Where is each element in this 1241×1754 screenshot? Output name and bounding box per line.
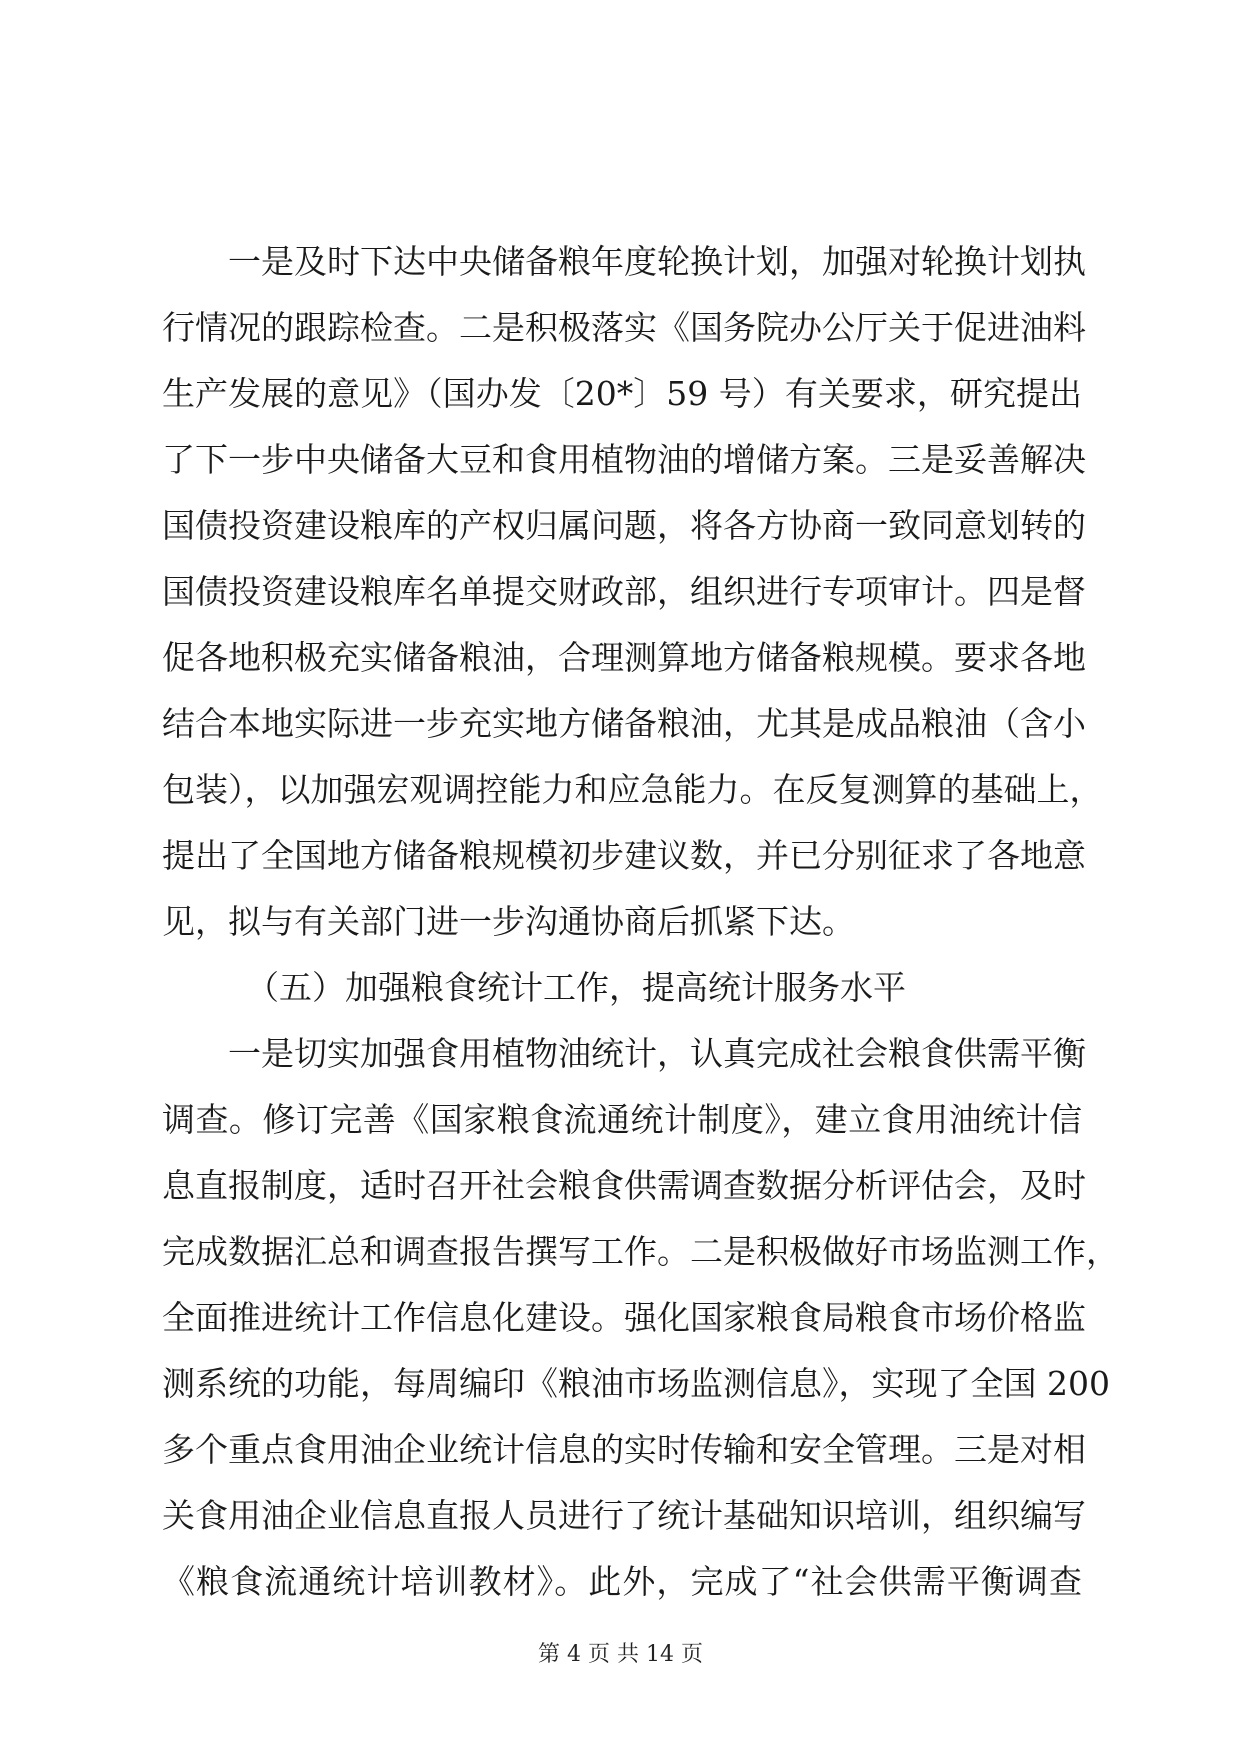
paragraph-line: 包装），以加强宏观调控能力和应急能力。在反复测算的基础上，: [162, 770, 1103, 809]
paragraph-line: 多个重点食用油企业统计信息的实时传输和安全管理。三是对相: [162, 1430, 1086, 1469]
paragraph-line: 完成数据汇总和调查报告撰写工作。二是积极做好市场监测工作，: [162, 1232, 1119, 1271]
paragraph-line: 结合本地实际进一步充实地方储备粮油，尤其是成品粮油（含小: [162, 704, 1086, 743]
paragraph-line: 促各地积极充实储备粮油，合理测算地方储备粮规模。要求各地: [162, 638, 1086, 677]
paragraph-line: 息直报制度，适时召开社会粮食供需调查数据分析评估会，及时: [162, 1166, 1086, 1205]
page-number-footer: 第 4 页 共 14 页: [538, 1642, 703, 1667]
paragraph-line: 全面推进统计工作信息化建设。强化国家粮食局粮食市场价格监: [162, 1298, 1086, 1337]
paragraph-line: 见，拟与有关部门进一步沟通协商后抓紧下达。: [162, 902, 855, 941]
paragraph-line: 《粮食流通统计培训教材》。此外，完成了“社会供需平衡调查: [162, 1562, 1082, 1601]
paragraph-line: 国债投资建设粮库的产权归属问题，将各方协商一致同意划转的: [162, 506, 1086, 545]
paragraph-line: 了下一步中央储备大豆和食用植物油的增储方案。三是妥善解决: [162, 440, 1086, 479]
paragraph-line: 行情况的跟踪检查。二是积极落实《国务院办公厅关于促进油料: [162, 308, 1086, 347]
paragraph-line: 一是及时下达中央储备粮年度轮换计划，加强对轮换计划执: [228, 242, 1086, 281]
section-heading: （五）加强粮食统计工作，提高统计服务水平: [246, 968, 906, 1007]
paragraph-line: 调查。修订完善《国家粮食流通统计制度》，建立食用油统计信: [162, 1100, 1082, 1139]
paragraph-line: 关食用油企业信息直报人员进行了统计基础知识培训，组织编写: [162, 1496, 1086, 1535]
paragraph-line: 生产发展的意见》（国办发〔20*〕59 号）有关要求，研究提出: [162, 374, 1082, 413]
paragraph-line: 测系统的功能，每周编印《粮油市场监测信息》，实现了全国 200: [162, 1364, 1110, 1403]
paragraph-line: 提出了全国地方储备粮规模初步建议数，并已分别征求了各地意: [162, 836, 1086, 875]
paragraph-line: 一是切实加强食用植物油统计，认真完成社会粮食供需平衡: [228, 1034, 1086, 1073]
document-body: [162, 229, 1119, 1615]
paragraph-line: 国债投资建设粮库名单提交财政部，组织进行专项审计。四是督: [162, 572, 1086, 611]
